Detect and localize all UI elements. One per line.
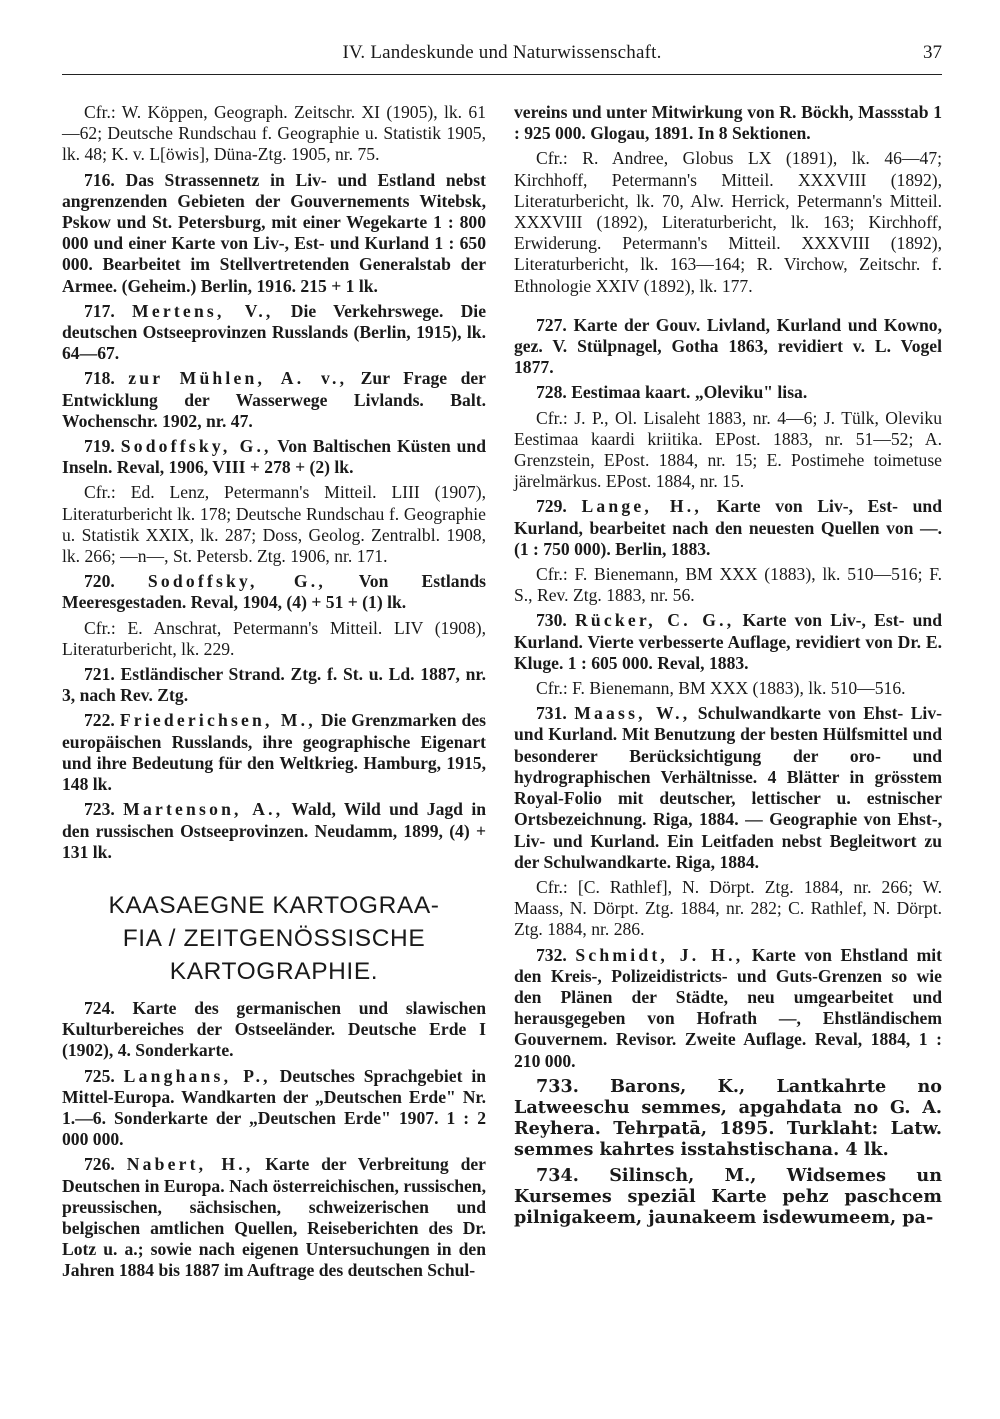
entry-author: Langhans, P.,: [123, 1065, 271, 1086]
bib-entry-723: [62, 799, 486, 863]
entry-number: 725.: [84, 1065, 115, 1086]
entry-text: 727. Karte der Gouv. Livland, Kurland und Kowno, gez. V. Stülpnagel, Gotha 1863, revidiert v. L. Vogel 1877.: [514, 314, 942, 378]
entry-title: Wald, Wild und Jagd in den russischen Ostseeprovinzen. Neudamm, 1899, (4) + 131 lk.: [62, 799, 486, 862]
entry-author: Sodoffsky, G.,: [120, 436, 272, 457]
bib-entry-721: [62, 664, 486, 706]
entry-text: 721. Estländischer Strand. Ztg. f. St. u. Ld. 1887, nr. 3, nach Rev. Ztg.: [62, 664, 486, 706]
entry-number: 720.: [84, 571, 115, 592]
entry-number: 732.: [536, 944, 567, 965]
bib-entry-719: [62, 436, 486, 478]
entry-author: Rücker, C. G.,: [575, 610, 735, 631]
entry-title: Karte von Liv-, Est- und Kurland, bearbeitet nach den neuesten Quellen von —. (1 : 750 000). Berlin, 1883.: [514, 496, 943, 559]
citation-paragraph: Cfr.: F. Bienemann, BM XXX (1883), lk. 510—516; F. S., Rev. Ztg. 1883, nr. 56.: [514, 564, 942, 606]
bib-entry-732: [514, 945, 942, 1072]
entry-number: 723.: [84, 799, 115, 820]
entry-number: 730.: [536, 610, 567, 631]
citation-paragraph: Cfr.: [C. Rathlef], N. Dörpt. Ztg. 1884, nr. 266; W. Maass, N. Dörpt. Ztg. 1884, nr. 282; C. Rathlef, N. Dörpt. Ztg. 1884, nr. 286.: [514, 876, 942, 940]
bib-entry-727: [514, 315, 942, 379]
bib-entry-718: [62, 368, 486, 432]
section-heading-line: KAASAEGNE KARTOGRAA-: [108, 891, 440, 919]
bib-entry-720: [62, 571, 486, 613]
entry-author: zur Mühlen, A. v.,: [128, 368, 348, 389]
entry-author: Sodoffsky, G.,: [147, 571, 326, 592]
entry-title: Karte der Verbreitung der Deutschen in Europa. Nach österreichischen, russischen, preussischen, sächsischen, schweizerischen und belgischen amtlichen Quellen, Reiseberichten des Dr. Lotz u. a.; sowie nach eigenen Untersuchungen in den Jahren 1884 bis 1887 im Auftrage des deutschen Schul-: [62, 1154, 486, 1281]
bib-entry-728: [514, 382, 942, 403]
bib-entry-734: 734. Silinsch, M., Widsemes un Kursemes speziāl Karte pehz paschcem pilnigakeem, jaunakeem isdewumeem, pa-: [514, 1164, 942, 1228]
entry-title: Schulwandkarte von Ehst- Liv- und Kurland. Mit Benutzung der besten Hülfsmittel und besonderer Berücksichtigung der oro- und hydrographischen Verhältnisse. 4 Blätter in grösstem Royal-Folio mit deutscher, lettischer u. estnischer Ortsbezeichnung. Riga, 1884. — Geographie von Ehst-, Liv- und Kurland. Ein Leitfaden nebst Begleitwort zu der Schulwandkarte. Riga, 1884.: [514, 703, 942, 872]
entry-number: 729.: [536, 496, 567, 517]
entry-title: Deutsches Sprachgebiet in Mittel-Europa. Wandkarten der „Deutschen Erde" Nr. 1.—6. Sonderkarte der „Deutschen Erde" 1907. 1 : 2 000 000.: [62, 1065, 486, 1150]
entry-author: Nabert, H.,: [126, 1154, 254, 1175]
entry-number: 722.: [84, 710, 115, 731]
entry-author: Lange, H.,: [581, 496, 702, 517]
bib-entry-729: [514, 496, 942, 560]
entry-number: 719.: [84, 436, 115, 457]
entry-author: Martenson, A.,: [123, 799, 284, 820]
entry-number: 718.: [84, 368, 115, 389]
entry-author: Schmidt, J. H.,: [575, 944, 744, 965]
bib-entry-continuation: [514, 102, 942, 144]
entry-title: Von Estlands Meeresgestaden. Reval, 1904, (4) + 51 + (1) lk.: [62, 571, 486, 613]
entry-title: Die Grenzmarken des europäischen Russlands, ihre geographische Eigenart und ihre Bedeutung für den Weltkrieg. Hamburg, 1915, 148 lk.: [62, 710, 486, 795]
citation-paragraph: Cfr.: J. P., Ol. Lisaleht 1883, nr. 4—6; J. Tülk, Oleviku Eestimaa kaardi kriitika. EPost. 1883, nr. 51—52; A. Grenzstein, EPost. 1884, nr. 15; E. Postimehe toimetuse järelmärkus. EPost. 1884, nr. 15.: [514, 407, 942, 492]
entry-title: Von Baltischen Küsten und Inseln. Reval, 1906, VIII + 278 + (2) lk.: [62, 436, 486, 478]
bib-entry-726: [62, 1154, 486, 1281]
entry-text: vereins und unter Mitwirkung von R. Böckh, Massstab 1 : 925 000. Glogau, 1891. In 8 Sektionen.: [514, 102, 942, 144]
entry-text: 716. Das Strassennetz in Liv- und Estland nebst angrenzenden Gebieten der Gouvernements Witebsk, Pskow und St. Petersburg, mit einer Wegekarte 1 : 800 000 und einer Karte von Liv-, Est- und Kurland 1 : 650 000. Bearbeitet im Stellvertretenden Generalstab der Armee. (Geheim.) Berlin, 1916. 215 + 1 lk.: [62, 169, 486, 296]
bib-entry-717: [62, 301, 486, 365]
citation-paragraph: Cfr.: F. Bienemann, BM XXX (1883), lk. 510—516.: [536, 678, 906, 699]
citation-paragraph: Cfr.: Ed. Lenz, Petermann's Mitteil. LIII (1907), Literaturbericht lk. 178; Deutsche Rundschau f. Geographie u. Statistik XXIX, lk. 287; Doss, Geolog. Zentralbl. 1908, lk. 266; —n—, St. Petersb. Ztg. 1906, nr. 171.: [62, 482, 486, 567]
entry-title: Karte von Liv-, Est- und Kurland. Vierte verbesserte Auflage, revidiert von Dr. E. Kluge. 1 : 605 000. Reval, 1883.: [514, 610, 942, 673]
bib-entry-733: 733. Barons, K., Lantkahrte no Latweeschu semmes, apgahdata no G. A. Reyhera. Tehrpatā, 1895. Turklaht: Latw. semmes kahrtes isstahstischana. 4 lk.: [514, 1075, 942, 1161]
citation-paragraph: Cfr.: R. Andree, Globus LX (1891), lk. 46—47; Kirchhoff, Petermann's Mitteil. XXXVIII (1892), Literaturbericht, lk. 70, Alw. Herrick, Petermann's Mitteil. XXXVIII (1892), Literaturbericht, lk. 163; Kirchhoff, Erwiderung. Petermann's Mitteil. XXXVIII (1892), Literaturbericht, lk. 163—164; R. Virchow, Zeitschr. f. Ethnologie XXIV (1892), lk. 177.: [514, 148, 942, 296]
entry-title: Zur Frage der Entwicklung der Wasserwege Livlands. Balt. Wochenschr. 1902, nr. 47.: [62, 368, 486, 431]
left-column: [62, 102, 486, 1286]
entry-author: Friederichsen, M.,: [119, 710, 316, 731]
citation-paragraph: Cfr.: W. Köppen, Geograph. Zeitschr. XI (1905), lk. 61—62; Deutsche Rundschau f. Geographie u. Statistik 1905, lk. 48; K. v. L[öwis], Düna-Ztg. 1905, nr. 75.: [62, 102, 486, 165]
bib-entry-716: [62, 170, 486, 297]
entry-author: Mertens, V.,: [132, 300, 274, 321]
entry-text: 728. Eestimaa kaart. „Oleviku" lisa.: [536, 382, 808, 403]
bib-entry-725: [62, 1066, 486, 1151]
entry-title: Karte von Ehstland mit den Kreis-, Polizeidistricts- und Guts-Grenzen so wie den Plänen der Städte, neu umgearbeitet und herausgegeben von Hofrath —, Ehstländischem Gouvernem. Revisor. Zweite Auflage. Reval, 1884, 1 : 210 000.: [514, 944, 942, 1071]
entry-number: 726.: [84, 1154, 115, 1175]
entry-title: Die Verkehrswege. Die deutschen Ostseeprovinzen Russlands (Berlin, 1915), lk. 64—67.: [62, 300, 486, 364]
entry-number: 731.: [536, 703, 567, 724]
running-header: [62, 42, 942, 78]
entry-number: 717.: [84, 300, 115, 321]
entry-author: Maass, W.,: [574, 703, 691, 724]
right-column: [514, 102, 942, 1232]
bib-entry-724: [62, 998, 486, 1062]
section-heading: [62, 889, 486, 988]
page-number: 37: [923, 42, 942, 63]
entry-text: 724. Karte des germanischen und slawischen Kulturbereiches der Ostseeländer. Deutsche Erde I (1902), 4. Sonderkarte.: [62, 997, 486, 1061]
running-title: IV. Landeskunde und Naturwissenschaft.: [342, 42, 662, 63]
section-heading-line: FIA / ZEITGENÖSSISCHE: [122, 924, 426, 952]
bib-entry-731: [514, 703, 942, 873]
header-rule: [62, 74, 942, 75]
bib-entry-730: [514, 610, 942, 674]
section-heading-line: KARTOGRAPHIE.: [169, 957, 379, 985]
spacer: [514, 301, 942, 315]
bib-entry-722: [62, 710, 486, 795]
citation-paragraph: Cfr.: E. Anschrat, Petermann's Mitteil. LIV (1908), Literaturbericht, lk. 229.: [62, 617, 486, 659]
